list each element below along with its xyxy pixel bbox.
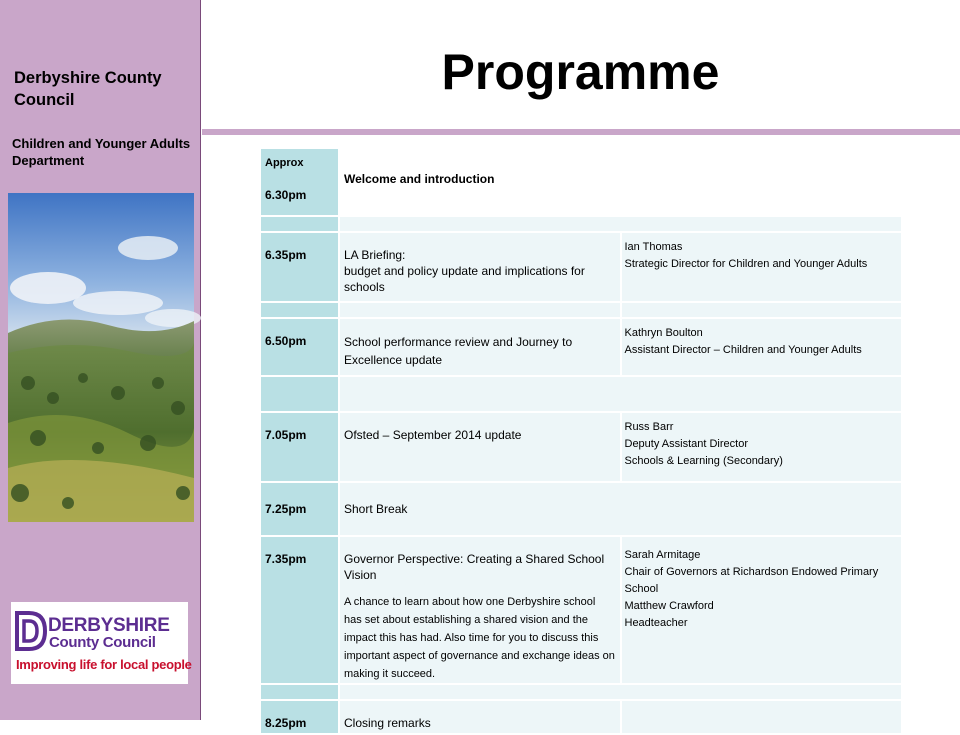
spacer-row [261,303,903,319]
council-logo-mark-icon [15,611,47,651]
table-row [261,149,903,217]
spacer-cell [340,217,903,233]
approx-label: Approx [265,157,304,169]
agenda-item [340,537,622,685]
agenda-item-title: Ofsted – September 2014 update [344,428,522,442]
org-name: Derbyshire County Council [14,69,162,109]
agenda-item-title: Short Break [344,502,408,516]
logo-subtitle: County Council [49,634,156,651]
time-cell: 6.50pm [261,319,340,377]
agenda-item-title: Governor Perspective: Creating a Shared School Vision [344,552,605,582]
time-cell [261,685,340,701]
speaker-name: Matthew Crawford [624,600,714,612]
logo-tagline: Improving life for local people [16,657,192,672]
table-row [261,483,903,537]
speaker-cell [622,319,904,377]
agenda-item-title: School performance review and Journey to Excellence update [344,335,573,367]
speaker-cell [622,233,904,303]
agenda-item [340,483,903,537]
speaker-role: Strategic Director for Children and Younger Adults [624,258,868,270]
speaker-role: Headteacher [624,617,688,629]
speaker-department: Schools & Learning (Secondary) [624,455,783,467]
time-cell: 7.35pm [261,537,340,685]
time-label: 6.30pm [265,188,307,202]
speaker-name: Ian Thomas [624,241,683,253]
agenda-item-subtitle: budget and policy update and implications for schools [344,264,585,294]
agenda-item-description: A chance to learn about how one Derbyshire school has set about establishing a shared vision and the impact this has had. Also time for you to discuss this important aspect of governance and exchange ideas on making it succeed. [344,596,615,680]
time-cell [261,217,340,233]
agenda-item [340,413,622,483]
speaker-name: Russ Barr [624,421,674,433]
agenda-item [340,319,622,377]
speaker-cell [622,537,904,685]
council-logo [11,602,192,684]
speaker-name: Kathryn Boulton [624,327,703,339]
speaker-role: Assistant Director – Children and Younger Adults [624,344,862,356]
speaker-name: Sarah Armitage [624,549,701,561]
spacer-cell [340,377,903,413]
time-cell [261,149,340,217]
time-cell: 8.25pm [261,701,340,735]
spacer-row [261,377,903,413]
title-divider [202,129,960,135]
speaker-cell [622,701,904,735]
agenda-item-title: Closing remarks [344,716,431,730]
time-cell [261,303,340,319]
spacer-cell [340,303,622,319]
time-cell: 6.35pm [261,233,340,303]
agenda-item-title: LA Briefing: [344,248,406,262]
department-name: Children and Younger Adults Department [12,136,191,168]
speaker-role: Deputy Assistant Director [624,438,748,450]
page-title: Programme [441,44,720,100]
spacer-cell [622,303,904,319]
time-cell: 7.05pm [261,413,340,483]
table-row [261,233,903,303]
table-row [261,319,903,377]
agenda-item [340,149,903,217]
agenda-item [340,233,622,303]
sidebar [0,0,201,720]
spacer-row [261,217,903,233]
programme-table [261,149,903,735]
logo-wordmark: DERBYSHIRE [48,615,170,636]
agenda-item-title: Welcome and introduction [344,172,495,186]
speaker-role: Chair of Governors at Richardson Endowed Primary School [624,566,879,595]
time-cell [261,377,340,413]
table-row [261,413,903,483]
landscape-photo [8,193,194,522]
spacer-cell [340,685,903,701]
spacer-row [261,685,903,701]
time-cell: 7.25pm [261,483,340,537]
table-row [261,537,903,685]
speaker-cell [622,413,904,483]
agenda-item [340,701,622,735]
table-row [261,701,903,735]
